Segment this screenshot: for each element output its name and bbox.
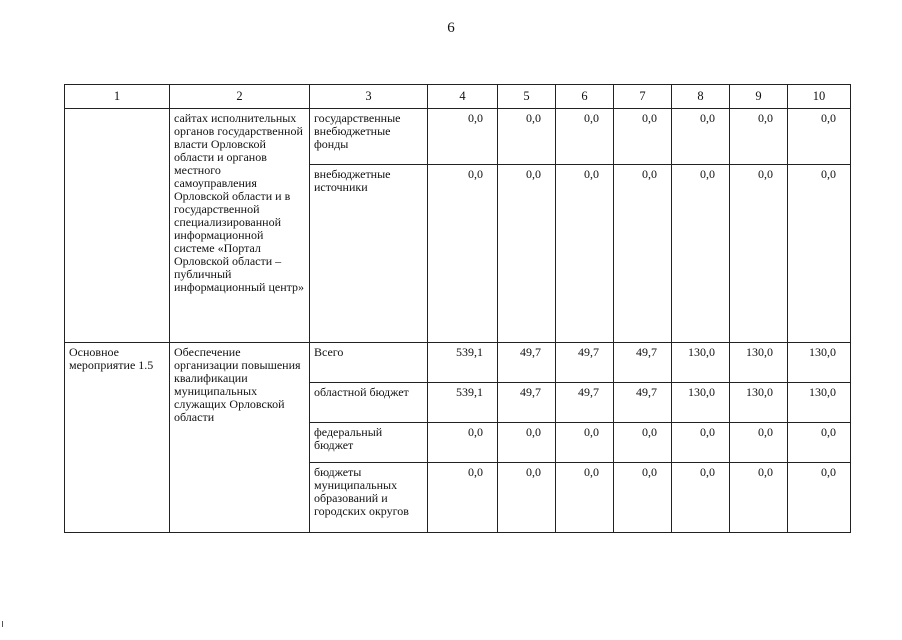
value-cell: 0,0 [498, 423, 556, 463]
funding-source-cell: бюджеты муниципальных образований и городских округов [310, 463, 428, 533]
value-cell: 0,0 [730, 423, 788, 463]
funding-source-cell: внебюджетные источники [310, 165, 428, 343]
header-cell: 9 [730, 85, 788, 109]
value-cell: 49,7 [498, 343, 556, 383]
header-cell: 3 [310, 85, 428, 109]
value-cell: 0,0 [672, 463, 730, 533]
value-cell: 0,0 [788, 165, 851, 343]
header-cell: 6 [556, 85, 614, 109]
value-cell: 0,0 [428, 165, 498, 343]
value-cell: 539,1 [428, 343, 498, 383]
value-cell: 49,7 [614, 383, 672, 423]
value-cell: 0,0 [428, 423, 498, 463]
value-cell: 0,0 [498, 109, 556, 165]
event-cell [65, 109, 170, 343]
value-cell: 49,7 [556, 343, 614, 383]
value-cell: 0,0 [498, 165, 556, 343]
value-cell: 0,0 [730, 463, 788, 533]
value-cell: 0,0 [614, 463, 672, 533]
value-cell: 0,0 [556, 423, 614, 463]
value-cell: 0,0 [498, 463, 556, 533]
header-cell: 5 [498, 85, 556, 109]
header-cell: 10 [788, 85, 851, 109]
header-row [65, 85, 851, 109]
value-cell: 0,0 [672, 109, 730, 165]
value-cell: 130,0 [788, 383, 851, 423]
value-cell: 0,0 [556, 109, 614, 165]
value-cell: 130,0 [672, 383, 730, 423]
value-cell: 0,0 [428, 109, 498, 165]
value-cell: 49,7 [498, 383, 556, 423]
value-cell: 0,0 [428, 463, 498, 533]
event-description-cell: сайтах исполнительных органов государственной власти Орловской области и органов местного самоуправления Орловской области и в государственной специализированной информационной системе «Портал Орловской области – публичный информационный центр» [170, 109, 310, 343]
budget-table [64, 84, 851, 533]
header-cell: 1 [65, 85, 170, 109]
value-cell: 0,0 [788, 423, 851, 463]
funding-source-cell: областной бюджет [310, 383, 428, 423]
value-cell: 0,0 [672, 165, 730, 343]
value-cell: 49,7 [556, 383, 614, 423]
funding-source-cell: государственные внебюджетные фонды [310, 109, 428, 165]
value-cell: 0,0 [614, 109, 672, 165]
value-cell: 0,0 [788, 463, 851, 533]
table-row [65, 343, 851, 383]
header-cell: 2 [170, 85, 310, 109]
value-cell: 0,0 [788, 109, 851, 165]
event-cell: Основное мероприятие 1.5 [65, 343, 170, 533]
value-cell: 0,0 [672, 423, 730, 463]
header-cell: 8 [672, 85, 730, 109]
funding-source-cell: федеральный бюджет [310, 423, 428, 463]
table-row [65, 109, 851, 165]
value-cell: 130,0 [672, 343, 730, 383]
value-cell: 49,7 [614, 343, 672, 383]
page-number: 6 [447, 20, 455, 36]
value-cell: 0,0 [730, 165, 788, 343]
header-cell: 7 [614, 85, 672, 109]
event-description-cell: Обеспечение организации повышения квалификации муниципальных служащих Орловской области [170, 343, 310, 533]
header-cell: 4 [428, 85, 498, 109]
value-cell: 130,0 [730, 343, 788, 383]
value-cell: 130,0 [730, 383, 788, 423]
value-cell: 130,0 [788, 343, 851, 383]
value-cell: 0,0 [614, 423, 672, 463]
value-cell: 539,1 [428, 383, 498, 423]
value-cell: 0,0 [730, 109, 788, 165]
value-cell: 0,0 [556, 463, 614, 533]
funding-source-cell: Всего [310, 343, 428, 383]
value-cell: 0,0 [614, 165, 672, 343]
value-cell: 0,0 [556, 165, 614, 343]
scan-edge-mark [2, 621, 3, 627]
